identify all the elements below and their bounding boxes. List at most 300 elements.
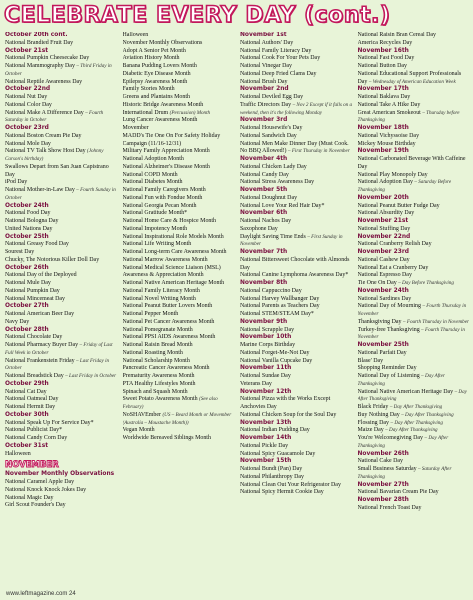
date-heading (240, 156, 353, 164)
date-heading (5, 303, 118, 311)
entry-text: National Mother-in-Law Day (5, 187, 75, 193)
entry-text: Historic Bridge Awareness Month (122, 101, 204, 108)
column-4 (358, 32, 471, 590)
entry-text: October 30th (5, 411, 49, 418)
observance-entry (5, 389, 118, 397)
observance-entry (5, 226, 118, 234)
entry-text: National Chocolate Day (5, 334, 63, 341)
entry-note: – Day Before Thanksgiving (398, 280, 454, 286)
entry-text: October 24th (5, 202, 49, 209)
entry-text: Maize Day (357, 427, 384, 434)
date-heading (358, 451, 471, 459)
entry-text: National Indian Pudding Day (240, 427, 310, 434)
observance-entry (358, 257, 471, 265)
entry-text: National Alzheimer's Disease Month (122, 163, 210, 170)
observance-entry (5, 288, 118, 296)
entry-text: United Nations Day (5, 225, 53, 232)
entry-text: November 12th (240, 388, 292, 395)
observance-entry (123, 265, 236, 281)
entry-text: Aviation History Month (122, 55, 180, 62)
observance-entry (123, 148, 236, 156)
entry-text: National Bavarian Cream Pie Day (357, 489, 439, 496)
observance-entry (358, 389, 471, 405)
observance-entry (358, 133, 471, 141)
entry-text: October 31st (5, 442, 49, 449)
observance-entry (358, 319, 471, 327)
entry-text: Greens and Plantains Month (122, 94, 190, 100)
entry-text: Banana Pudding Lovers Month (122, 63, 197, 69)
observance-entry (123, 125, 236, 133)
date-heading (240, 210, 353, 218)
entry-text: Daylight Saving Time Ends (240, 233, 306, 240)
date-heading (240, 86, 353, 94)
observance-entry (240, 257, 353, 273)
entry-text: November 16th (357, 47, 409, 54)
observance-entry (358, 102, 471, 110)
date-heading (5, 471, 118, 479)
entry-text: Sourest Day (5, 249, 35, 255)
entry-text: National Vinegar Day (240, 63, 292, 69)
observance-entry (123, 350, 236, 358)
entry-text: October 26th (5, 264, 49, 271)
entry-text: National Play Monopoly Day (357, 171, 428, 178)
entry-note: (Percussion) Month (169, 109, 211, 116)
observance-entry (123, 55, 236, 63)
entry-text: Family Stories Month (122, 86, 175, 93)
entry-text: National Long-term Care Awareness Month (122, 249, 227, 255)
entry-text: National French Toast Day (357, 504, 422, 511)
observance-entry (123, 288, 236, 296)
entry-text: MADD's Tie One On For Safety Holiday Campaign (11/16-12/31) (122, 132, 221, 147)
observance-entry (358, 179, 471, 195)
entry-text: National Chicken Lady Day (240, 163, 307, 170)
entry-text: National Cake Day (357, 458, 404, 465)
entry-text: Saxophone Day (240, 225, 278, 232)
entry-note: – Day After Thanksgiving (357, 388, 467, 403)
observance-entry (240, 164, 353, 172)
entry-text: Chucky, The Notorious Killer Doll Day (5, 256, 100, 263)
column-1 (5, 32, 118, 590)
observance-entry (5, 487, 118, 495)
observance-entry (123, 311, 236, 319)
entry-text: National Peanut Butter Fudge Day (357, 202, 440, 209)
entry-text: National Pickle Day (240, 442, 289, 449)
date-heading (240, 319, 353, 327)
entry-text: National Boston Cream Pie Day (5, 132, 82, 139)
entry-text: Marine Corps Birthday (240, 342, 296, 348)
entry-text: November Monthly Observations (5, 471, 115, 478)
entry-note: – Day After Thanksgiving (389, 404, 443, 410)
entry-text: National Bologna Day (5, 218, 59, 224)
entry-note: – Third Friday in October (5, 63, 112, 77)
date-heading (358, 249, 471, 257)
observance-entry (123, 427, 236, 435)
entry-text: November 2nd (240, 86, 289, 93)
entry-text: National Bittersweet Chocolate with Almonds Day (240, 256, 350, 271)
observance-entry (358, 241, 471, 249)
observance-entry (240, 226, 353, 234)
observance-entry (123, 249, 236, 257)
entry-text: October 22nd (5, 86, 51, 93)
entry-text: Vegan Month (122, 427, 155, 434)
entry-text: Turkey-free Thanksgiving (357, 326, 420, 333)
observance-entry (123, 86, 236, 94)
observance-entry (123, 412, 236, 428)
date-heading (358, 125, 471, 133)
entry-text: National Pet Cancer Awareness Month (122, 318, 215, 325)
entry-text: National Love Your Red Hair Day* (240, 202, 325, 209)
date-heading (240, 280, 353, 288)
entry-text: National Brandied Fruit Day (5, 39, 74, 46)
observance-entry (5, 210, 118, 218)
observance-entry (123, 117, 236, 125)
date-heading (240, 117, 353, 125)
entry-text: National Speak Up For Service Day* (5, 419, 94, 426)
entry-text: National Inspirational Role Models Month (122, 233, 224, 240)
observance-entry (240, 94, 353, 102)
entry-text: November 8th (240, 280, 288, 286)
observance-entry (358, 458, 471, 466)
observance-entry (123, 94, 236, 102)
observance-entry (5, 110, 118, 126)
date-heading (240, 389, 353, 397)
entry-text: National Take A Hike Day (357, 101, 421, 108)
observance-entry (5, 479, 118, 487)
column-3 (240, 32, 353, 590)
entry-text: Adopt A Senior Pet Month (122, 47, 186, 54)
entry-text: October 27th (5, 303, 49, 310)
observance-entry (240, 48, 353, 56)
entry-text: National Deviled Egg Day (240, 94, 304, 100)
entry-text: National Native American Heritage Month (122, 280, 225, 286)
observance-entry (240, 350, 353, 358)
entry-text: October 23rd (5, 125, 49, 131)
entry-text: National Adoption Month (122, 156, 184, 162)
entry-note: – Fourth Thursday in November (403, 318, 469, 325)
entry-text: National STEM/STEAM Day* (240, 311, 314, 317)
observance-entry (240, 396, 353, 412)
observance-entry (5, 40, 118, 48)
page-footer: www.leftmagazine.com 24 (6, 591, 76, 597)
observance-entry (358, 55, 471, 63)
observance-entry (358, 226, 471, 234)
entry-text: November 9th (240, 318, 288, 325)
entry-note: – Fourth Thursday in November (357, 326, 465, 341)
date-heading (240, 187, 353, 195)
entry-text: Swallows Depart from San Juan Capistrano Day (5, 163, 109, 178)
observance-entry (358, 71, 471, 87)
observance-entry (5, 396, 118, 404)
entry-note: – Friday of Last Full Week in October (5, 342, 113, 356)
entry-text: National Baklava Day (357, 94, 411, 100)
entry-text: National Novel Writing Month (122, 295, 196, 302)
observance-entry (123, 226, 236, 234)
observance-entry (240, 272, 353, 280)
entry-text: November 10th (240, 334, 292, 341)
observance-entry (240, 474, 353, 482)
date-heading (240, 420, 353, 428)
entry-text: You're Welcomegiving Day (357, 435, 424, 441)
entry-text: November 13th (240, 419, 292, 426)
observance-entry (5, 334, 118, 342)
observance-entry (123, 373, 236, 381)
entry-text: November 7th (240, 249, 288, 255)
calendar-columns (5, 32, 470, 590)
entry-text: National Mincemeat Day (5, 295, 66, 302)
observance-entry (5, 495, 118, 503)
entry-text: National Cook For Your Pets Day (240, 55, 321, 62)
entry-text: National Eat a Cranberry Day (357, 264, 429, 271)
entry-text: Diabetic Eye Disease Month (122, 70, 191, 77)
entry-text: National PPSI AIDS Awareness Month (122, 334, 216, 341)
observance-entry (5, 249, 118, 257)
entry-text: November 21st (357, 218, 409, 224)
entry-text: National Pepper Month (122, 311, 179, 317)
observance-entry (358, 327, 471, 343)
date-heading (358, 342, 471, 350)
entry-text: National Greasy Food Day (5, 241, 69, 248)
entry-text: November 26th (357, 450, 409, 457)
entry-text: National Pumpkin Day (5, 287, 60, 294)
entry-text: PTA Healthy Lifestyles Month (122, 380, 196, 387)
observance-entry (123, 327, 236, 335)
entry-text: National Fast Food Day (357, 55, 415, 62)
entry-text: October 20th cont. (5, 32, 68, 38)
entry-text: Military Family Appreciation Month (122, 148, 210, 155)
entry-text: National Button Day (357, 63, 407, 69)
entry-text: Sweet Potato Awareness Month (122, 396, 198, 403)
observance-entry (5, 133, 118, 141)
observance-entry (5, 257, 118, 265)
observance-entry (240, 443, 353, 451)
date-heading (358, 288, 471, 296)
observance-entry (240, 327, 353, 335)
observance-entry (358, 412, 471, 420)
observance-entry (123, 40, 236, 48)
entry-text: National Fun with Fondue Month (122, 194, 203, 201)
entry-note: (See also February) (122, 396, 218, 410)
observance-entry (5, 179, 118, 187)
entry-text: National Harvey Wallbanger Day (240, 295, 320, 302)
observance-entry (240, 172, 353, 180)
entry-text: Worldwide Bereaved Siblings Month (122, 435, 211, 441)
entry-text: Flossing Day (357, 419, 390, 426)
entry-text: Tie One On Day (357, 280, 397, 286)
date-heading (358, 234, 471, 242)
entry-text: Thanksgiving Day (357, 318, 402, 325)
entry-note: – Fourth Saturday in October (5, 109, 104, 124)
observance-entry (5, 404, 118, 412)
entry-text: National Parfait Day (357, 349, 407, 356)
entry-text: National Bundt (Pan) Day (240, 466, 303, 472)
entry-text: National Vichyssoise Day (357, 132, 420, 139)
entry-text: Blase' Day (357, 357, 384, 364)
observance-entry (123, 210, 236, 218)
entry-text: National Native American Heritage Day (357, 388, 454, 395)
entry-text: National Mammography Day (5, 63, 75, 69)
observance-entry (5, 148, 118, 164)
observance-entry (123, 187, 236, 195)
entry-text: National Knock Knock Jokes Day (5, 486, 87, 493)
observance-entry (123, 319, 236, 327)
observance-entry (240, 203, 353, 211)
entry-text: NOVEMBER (5, 460, 59, 471)
observance-entry (358, 435, 471, 451)
observance-entry (123, 63, 236, 71)
observance-entry (123, 342, 236, 350)
date-heading (5, 234, 118, 242)
entry-text: National Roasting Month (122, 349, 183, 356)
entry-text: National Reptile Awareness Day (5, 78, 83, 85)
entry-text: National Chicken Soup for the Soul Day (240, 411, 337, 418)
observance-entry (240, 427, 353, 435)
entry-text: October 29th (5, 380, 49, 387)
entry-text: National Philanthropy Day (240, 473, 304, 480)
entry-text: National Deep Fried Clams Day (240, 70, 317, 77)
observance-entry (240, 296, 353, 304)
entry-text: November 14th (240, 435, 292, 441)
entry-text: November 3rd (240, 117, 288, 124)
observance-entry (5, 420, 118, 428)
entry-text: Prematurity Awareness Month (122, 373, 195, 379)
observance-entry (358, 210, 471, 218)
observance-entry (5, 187, 118, 203)
date-heading (240, 334, 353, 342)
entry-text: National Caramel Apple Day (5, 479, 75, 485)
entry-note: – First Thursday in November (288, 148, 350, 155)
entry-text: Shopping Reminder Day (357, 365, 417, 372)
observance-entry (5, 102, 118, 110)
date-heading (358, 195, 471, 203)
entry-text: National Frankenstein Friday (5, 357, 75, 364)
observance-entry (358, 358, 471, 366)
entry-text: November 19th (357, 148, 409, 155)
entry-text: Veterans Day (240, 380, 272, 387)
observance-entry (123, 179, 236, 187)
entry-text: National Make A Difference Day (5, 109, 84, 116)
entry-text: National Day of Mourning (357, 303, 421, 310)
entry-note: – Thursday before Thanksgiving (357, 109, 460, 124)
entry-text: National Impotency Month (122, 225, 188, 232)
entry-text: National Candy Corn Day (5, 435, 68, 441)
observance-entry (358, 427, 471, 435)
entry-text: Buy Nothing Day (357, 411, 400, 418)
entry-text: National Sardines Day (357, 295, 412, 302)
entry-text: National Pharmacy Buyer Day (5, 342, 79, 348)
observance-entry (240, 489, 353, 497)
date-heading (240, 458, 353, 466)
observance-entry (123, 257, 236, 265)
entry-note: (US – Beard Month or Movember (Australia – Moustache Month)) (122, 411, 232, 426)
entry-note: – Day After Thanksgiving (401, 411, 454, 418)
date-heading (5, 412, 118, 420)
observance-entry (5, 435, 118, 443)
observance-entry (240, 179, 353, 187)
entry-text: National Pomegranate Month (122, 326, 193, 333)
observance-entry (240, 358, 353, 366)
date-heading (240, 249, 353, 257)
entry-text: America Recycles Day (357, 39, 413, 46)
entry-text: National Medical Science Liaison (MSL) Awareness & Appreciation Month (122, 264, 221, 279)
entry-text: November Monthly Observations (122, 39, 203, 46)
date-heading (5, 86, 118, 94)
entry-text: National Family Literacy Day (240, 47, 312, 54)
observance-entry (5, 280, 118, 288)
observance-entry (123, 32, 236, 40)
entry-text: National Carbonated Beverage With Caffeine Day (357, 156, 466, 170)
observance-entry (123, 71, 236, 79)
observance-entry (5, 342, 118, 358)
observance-entry (5, 79, 118, 87)
entry-text: National Mule Day (5, 280, 51, 286)
entry-text: National Georgia Pecan Month (122, 202, 197, 209)
observance-entry (123, 195, 236, 203)
observance-entry (240, 71, 353, 79)
observance-entry (5, 311, 118, 319)
observance-entry (240, 40, 353, 48)
entry-text: November 23rd (357, 249, 409, 255)
entry-text: National Marrow Awareness Month (122, 256, 208, 263)
entry-text: National Publicist Day* (5, 427, 63, 434)
entry-text: National Parents as Teachers Day (240, 303, 320, 310)
entry-note: (Johnny Carson's birthday) (5, 148, 104, 162)
entry-text: November 4th (240, 156, 288, 162)
observance-entry (5, 502, 118, 510)
entry-text: National Pumpkin Cheesecake Day (5, 55, 90, 62)
observance-entry (358, 466, 471, 482)
observance-entry (358, 156, 471, 172)
observance-entry (240, 141, 353, 157)
observance-entry (240, 218, 353, 226)
entry-text: Traffic Directors Day (240, 101, 292, 108)
entry-text: National Breadstick Day (5, 373, 64, 379)
observance-entry (123, 133, 236, 149)
entry-text: National Housewife's Day (240, 125, 303, 131)
observance-entry (358, 489, 471, 497)
entry-text: National Espresso Day (357, 272, 412, 279)
entry-text: November 27th (357, 481, 409, 488)
observance-entry (240, 79, 353, 87)
entry-text: Pancreatic Cancer Awareness Month (122, 365, 210, 372)
entry-text: National Scholarship Month (122, 357, 190, 364)
entry-text: National Raisin Bread Month (122, 342, 193, 348)
date-heading (5, 327, 118, 335)
observance-entry (358, 63, 471, 71)
date-heading (5, 125, 118, 133)
observance-entry (240, 412, 353, 420)
entry-text: National Absurdity Day (357, 210, 415, 217)
observance-entry (5, 358, 118, 374)
date-heading (5, 443, 118, 451)
observance-entry (358, 40, 471, 48)
entry-text: November 15th (240, 458, 292, 465)
entry-text: Lung Cancer Awareness Month (122, 117, 198, 124)
observance-entry (240, 63, 353, 71)
observance-entry (5, 94, 118, 102)
observance-entry (5, 55, 118, 63)
observance-entry (123, 110, 236, 118)
entry-text: National Authors' Day (240, 39, 294, 46)
entry-text: Movember (122, 125, 149, 131)
observance-entry (5, 63, 118, 79)
entry-text: National Doughnut Day (240, 194, 298, 201)
observance-entry (5, 218, 118, 226)
entry-text: National Day of the Deployed (5, 272, 77, 279)
observance-entry (358, 141, 471, 149)
observance-entry (5, 164, 118, 180)
observance-entry (5, 296, 118, 304)
entry-text: National Men Make Dinner Day (Must Cook. No BBQ Allowed!) (240, 140, 349, 155)
